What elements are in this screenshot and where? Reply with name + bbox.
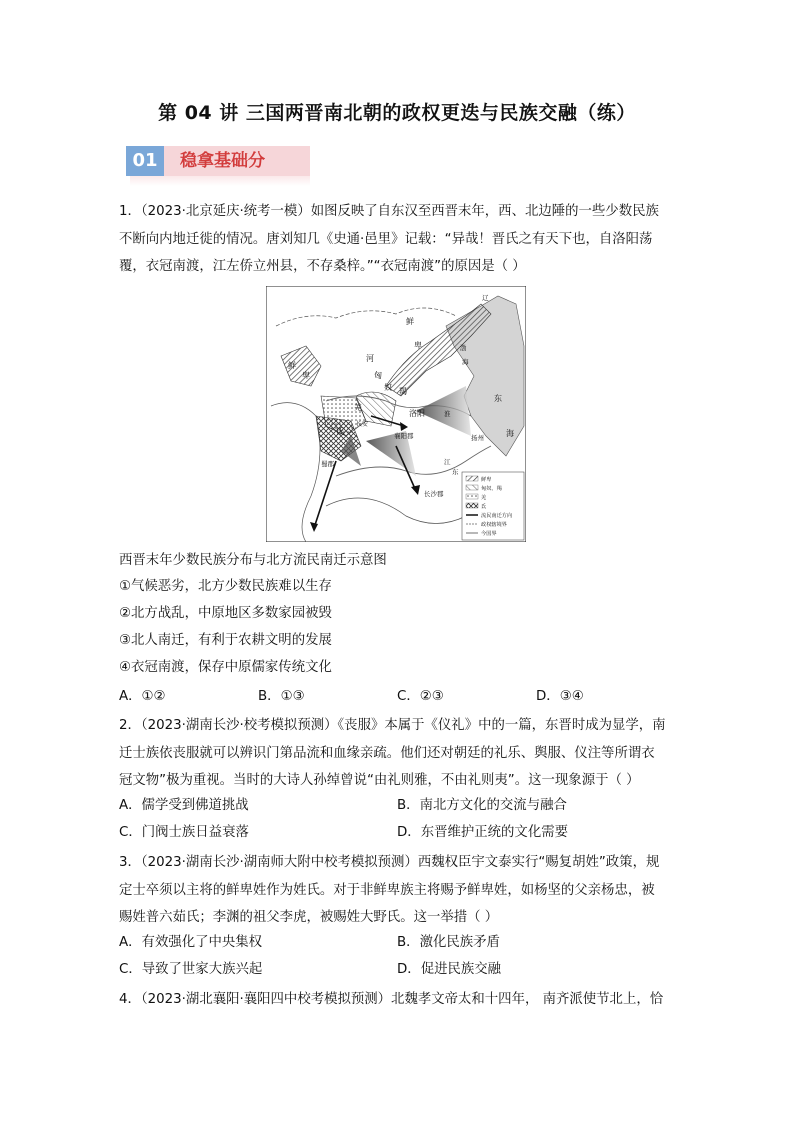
q1-option-b[interactable]: B．①③ (258, 689, 305, 704)
q3-option-a[interactable]: A．有效强化了中央集权 (119, 935, 263, 950)
q2-option-b[interactable]: B．南北方文化的交流与融合 (397, 798, 567, 813)
map-label: 长安 (356, 421, 369, 428)
map-label: 海 (462, 358, 469, 366)
question-1-line: 不断向内地迁徙的情况。唐刘知几《史通·邑里》记载：“异哉！晋氏之有天下也，自洛阳荡 (119, 231, 653, 247)
q1-option-d[interactable]: D．③④ (536, 689, 584, 704)
statement-1: ①气候恶劣，北方少数民族难以生存 (119, 579, 332, 594)
q3-option-c[interactable]: C．导致了世家大族兴起 (119, 962, 263, 977)
section-banner-shadow (130, 176, 310, 186)
question-3-stem (119, 849, 679, 932)
map-label: 洛阳 (409, 409, 425, 418)
map-label: 淮 (444, 410, 451, 418)
map-label: 羯 (399, 387, 407, 396)
section-number: 01 (126, 146, 164, 176)
legend-item: 鲜卑 (481, 477, 492, 483)
legend-item: 匈奴、羯 (481, 486, 502, 492)
migration-map (266, 286, 526, 542)
legend-item: 羌 (481, 495, 487, 501)
map-label: 河 (366, 354, 374, 363)
map-label: 鲜 (406, 317, 414, 326)
question-3-line: 赐姓普六茹氏；李渊的祖父李虎，被赐姓大野氏。这一举措（ ） (119, 910, 499, 925)
map-label: 羌 (354, 403, 362, 412)
map-label: 卑 (302, 371, 310, 380)
question-2-line: 迁士族依丧服就可以辨识门第品流和血缘亲疏。他们还对朝廷的礼乐、舆服、仪注等所谓衣 (119, 745, 655, 761)
statement-4: ④衣冠南渡，保存中原儒家传统文化 (119, 660, 332, 675)
q3-option-b[interactable]: B．激化民族矛盾 (397, 935, 500, 950)
map-legend (462, 472, 524, 540)
question-1-stem (119, 198, 679, 281)
legend-item: 流民南迁方向 (481, 513, 513, 519)
question-4-line: 4．（2023·湖北襄阳·襄阳四中校考模拟预测）北魏孝文帝太和十四年， 南齐派使节北上，恰 (119, 992, 664, 1007)
map-label: 卑 (414, 341, 422, 350)
map-label: 海 (506, 429, 514, 438)
map-label: 江 (444, 458, 451, 466)
map-label: 长沙郡 (424, 490, 444, 498)
question-1-line: 覆，衣冠南渡，江左侨立州县，不存桑梓。”“衣冠南渡”的原因是（ ） (119, 259, 526, 274)
legend-item: 今国界 (481, 531, 497, 537)
question-1-line: 1．（2023·北京延庆·统考一模）如图反映了自东汉至西晋末年，西、北边陲的一些少数民族 (119, 204, 659, 219)
section-label: 稳拿基础分 (164, 146, 310, 176)
map-label: 襄阳郡 (394, 432, 414, 440)
map-label: 奴 (384, 383, 392, 392)
question-2-line: 2．（2023·湖南长沙·校考模拟预测）《丧服》本属于《仪礼》中的一篇，东晋时成为显学，南 (119, 718, 666, 733)
map-label: 东 (494, 394, 502, 403)
legend-item: 政权辖境界 (481, 522, 507, 528)
q2-option-d[interactable]: D．东晋维护正统的文化需要 (397, 825, 568, 840)
legend-item: 氐 (481, 504, 487, 510)
map-label: 鲜 (288, 361, 296, 370)
q2-option-c[interactable]: C．门阀士族日益衰落 (119, 825, 249, 840)
map-caption: 西晋末年少数民族分布与北方流民南迁示意图 (119, 553, 387, 568)
map-label: 辽 (482, 294, 489, 302)
question-3-line: 3．（2023·湖南长沙·湖南师大附中校考模拟预测）西魏权臣宇文泰实行“赐复胡姓”政策，规 (119, 855, 660, 870)
question-2-line: 冠文物”极为重视。当时的大诗人孙绰曾说“由礼则雅，不由礼则夷”。这一现象源于（ ） (119, 773, 640, 788)
q1-option-a[interactable]: A．①② (119, 689, 166, 704)
page-title: 第 04 讲 三国两晋南北朝的政权更迭与民族交融（练） (158, 102, 636, 124)
map-label: 东 (452, 468, 459, 476)
question-2-stem (119, 712, 679, 795)
map-label: 匈 (374, 371, 382, 380)
question-4-stem (119, 986, 679, 1014)
question-3-line: 定士卒须以主将的鲜卑姓作为姓氏。对于非鲜卑族主将赐予鲜卑姓，如杨坚的父亲杨忠，被 (119, 882, 655, 898)
q3-option-d[interactable]: D．促进民族交融 (397, 962, 502, 977)
statement-3: ③北人南迁，有利于农耕文明的发展 (119, 633, 332, 648)
q1-option-c[interactable]: C．②③ (397, 689, 444, 704)
map-label: 蜀郡 (321, 460, 334, 468)
q2-option-a[interactable]: A．儒学受到佛道挑战 (119, 798, 249, 813)
map-label: 扬州 (471, 434, 484, 442)
statement-2: ②北方战乱，中原地区多数家园被毁 (119, 606, 332, 621)
section-banner (126, 146, 310, 176)
map-label: 氐 (336, 427, 344, 436)
map-label: 渤 (460, 344, 467, 352)
